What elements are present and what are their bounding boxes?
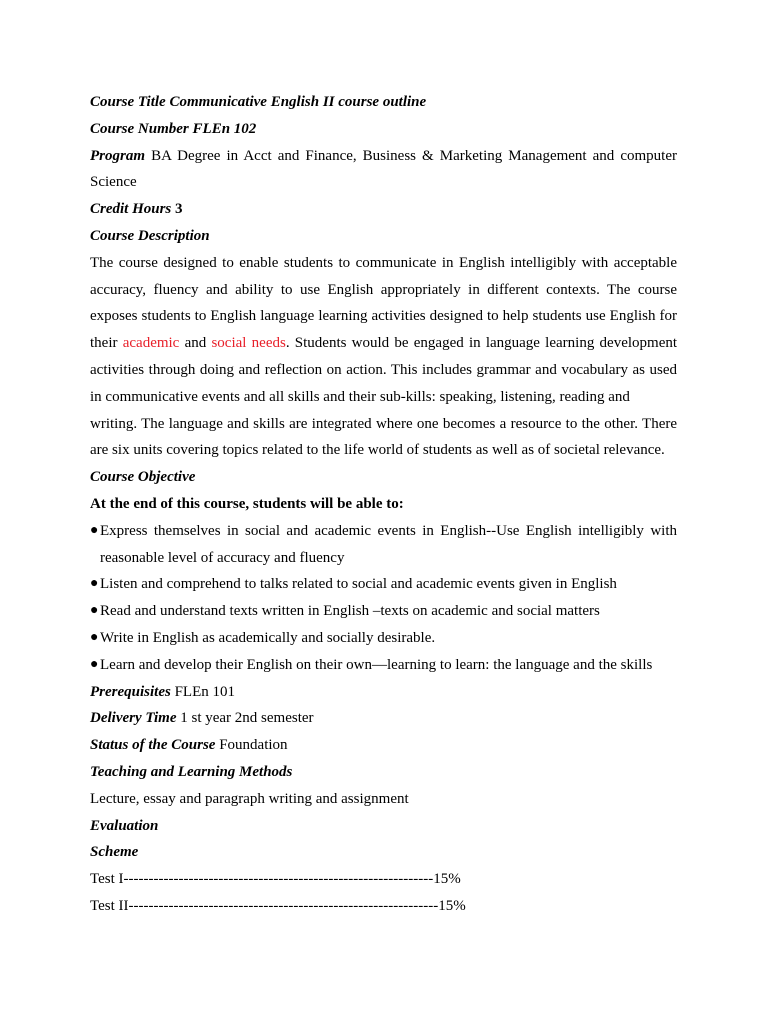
course-description-continuation: writing. The language and skills are integrated where one becomes a resource to the other. There are six units covering topics related to the life world of students as well as of societal relevance. [90,415,677,459]
course-outline-page [90,89,677,920]
methods-heading: Teaching and Learning Methods [90,763,293,780]
prerequisites-line [90,679,677,706]
course-objective-heading: Course Objective [90,469,196,486]
status-line [90,732,677,759]
prerequisites-value: FLEn 101 [174,683,236,700]
program-value: BA Degree in Acct and Finance, Business & Marketing Management and computer Science [90,147,677,191]
delivery-time-value: 1 st year 2nd semester [180,710,314,727]
scheme-heading: Scheme [90,844,139,861]
bullet-icon: ● [90,576,99,592]
prerequisites-label: Prerequisites [90,683,171,700]
description-highlight-academic: academic [122,335,180,352]
description-text-part2: . Students would be engaged in language learning development activities through doing and reflection on action. This includes grammar and vocabulary as used in communicative events and all skills and their sub-kills: speaking, listening, reading and [90,335,678,405]
objective-text: Listen and comprehend to talks related to social and academic events given in English [100,576,617,593]
bullet-icon: ● [90,522,99,538]
credit-hours-line [90,196,677,223]
objective-item [90,571,677,598]
bullet-icon: ● [90,603,99,619]
course-title-label: Course Title [90,94,166,110]
objective-item [90,625,677,652]
course-number-value: FLEn 102 [192,120,257,137]
status-label: Status of the Course [90,737,216,754]
methods-value: Lecture, essay and paragraph writing and assignment [90,790,409,807]
course-description-paragraph [90,250,677,411]
course-title-line [90,89,677,116]
delivery-time-line [90,705,677,732]
credit-hours-value: 3 [175,201,183,218]
objective-item [90,518,677,572]
status-value: Foundation [219,737,288,754]
objective-text: Express themselves in social and academic events in English--Use English intelligibly with reasonable level of accuracy and fluency [100,522,677,566]
program-line [90,143,677,197]
objective-item [90,652,677,679]
description-text-part1: The course designed to enable students to communicate in English intelligibly with acceptable accuracy, fluency and ability to use English appropriately in different contexts. The course exposes students to English language learning activities designed to help students use English for their [90,254,677,352]
course-number-label: Course Number [90,120,189,137]
course-objective-intro: At the end of this course, students will be able to: [90,495,404,512]
course-number-line [90,116,677,143]
objective-text: Write in English as academically and socially desirable. [100,629,436,646]
description-highlight-social-needs: social needs [211,335,286,352]
objective-item [90,598,677,625]
course-title-value: Communicative English II course outline [169,94,427,110]
objective-text: Learn and develop their English on their own—learning to learn: the language and the skills [100,656,653,673]
bullet-icon: ● [90,656,99,672]
objective-text: Read and understand texts written in English –texts on academic and social matters [100,603,600,620]
evaluation-item-test-1: Test I--------------------------------------------------------------15% [90,871,461,888]
evaluation-item-test-2: Test II--------------------------------------------------------------15% [90,897,466,914]
course-description-heading: Course Description [90,227,210,244]
delivery-time-label: Delivery Time [90,710,177,727]
credit-hours-label: Credit Hours [90,201,172,218]
bullet-icon: ● [90,629,99,645]
objectives-list [90,518,677,679]
description-connector: and [184,335,207,352]
evaluation-heading: Evaluation [90,817,159,834]
program-label: Program [90,147,146,164]
